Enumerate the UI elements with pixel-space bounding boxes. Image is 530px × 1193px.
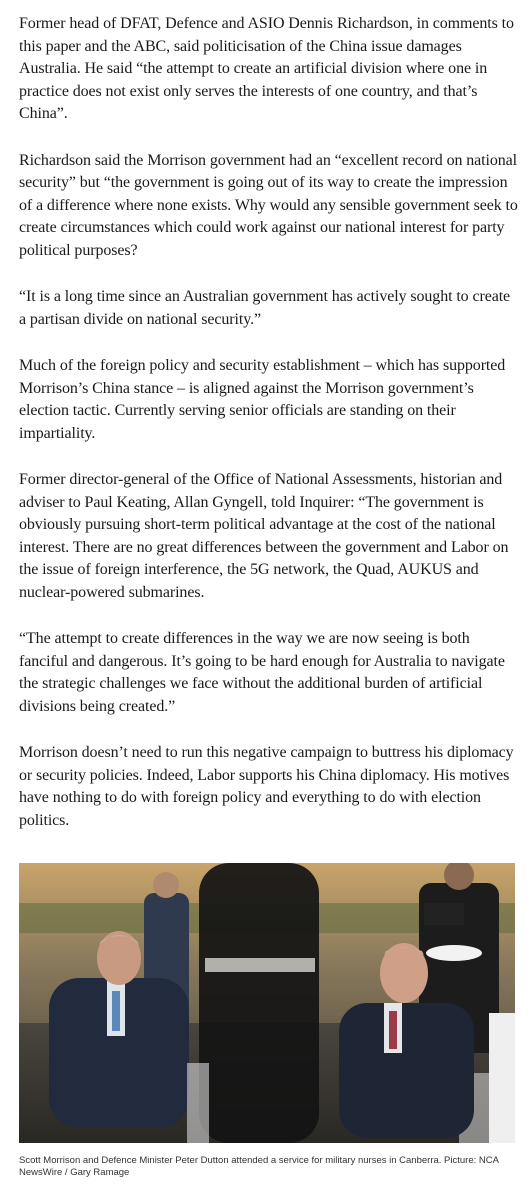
article-paragraph: Morrison doesn’t need to run this negative campaign to buttress his diplomacy or security policies. Indeed, Labor supports his China diplomacy. His motives have nothing to do with foreign policy and everything to do with election politics. [19,744,514,829]
article-paragraph: “It is a long time since an Australian government has actively sought to create a partisan divide on national security.” [19,288,511,328]
article-photo[interactable] [19,863,515,1143]
article-paragraph: Much of the foreign policy and security establishment – which has supported Morrison’s China stance – is aligned against the Morrison government’s election tactic. Currently serving senior officials are standing on their impartiality. [19,357,506,442]
article-paragraph: “The attempt to create differences in the way we are now seeing is both fanciful and dangerous. It’s going to be hard enough for Australia to navigate the strategic challenges we face without the additional burden of artificial divisions being created.” [19,630,505,715]
article-paragraph: Former director-general of the Office of National Assessments, historian and adviser to Paul Keating, Allan Gyngell, told Inquirer: “The government is obviously pursuing short-term political advantage at the cost of the national interest. There are no great differences between the government and Labor on the issue of foreign interference, the 5G network, the Quad, AUKUS and nuclear-powered submarines. [19,471,509,601]
article-paragraph: Former head of DFAT, Defence and ASIO Dennis Richardson, in comments to this paper and the ABC, said politicisation of the China issue damages Australia. He said “the attempt to create an artificial division where one in practice does not exist only serves the interests of one country, and that’s China”. [19,15,514,122]
article-paragraph: Richardson said the Morrison government had an “excellent record on national security” but “the government is going out of its way to create the impression of a difference where none exists. Why would any sensible government seek to create circumstances which could work against our national interest for party political purposes? [19,151,518,259]
photo-caption: Scott Morrison and Defence Minister Peter Dutton attended a service for military nurses in Canberra. Picture: NCA NewsWire / Gary Ramage [19,1155,499,1178]
article-body [19,13,519,856]
photo-illustration [19,863,515,1143]
